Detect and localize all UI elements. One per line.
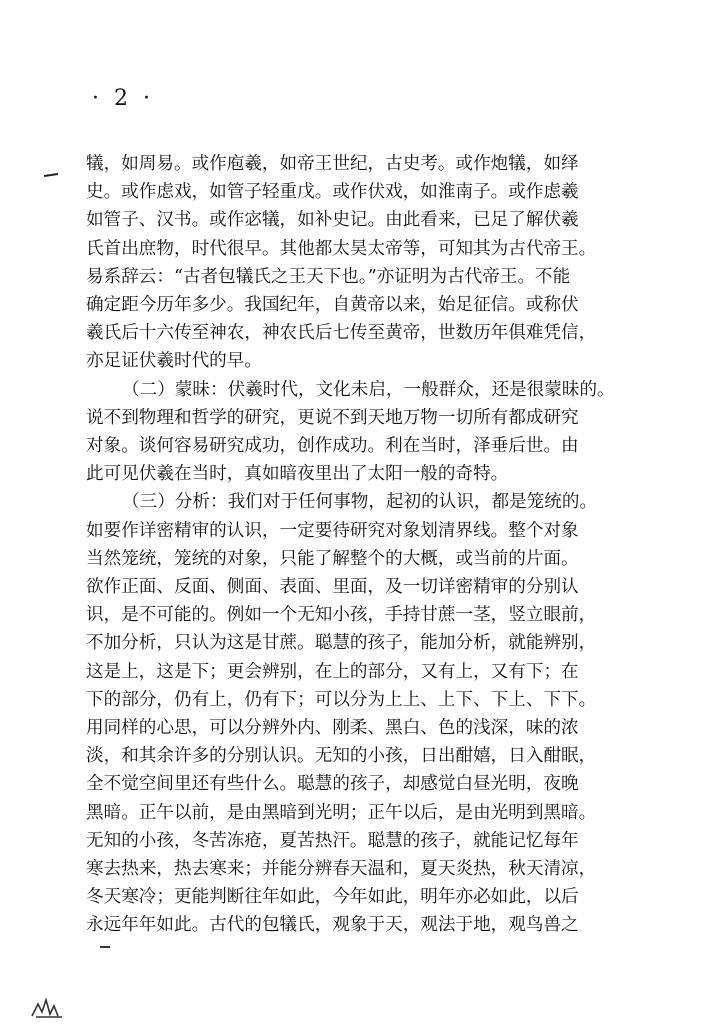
text-line: 氏首出庶物，时代很早。其他都太昊太帝等，可知其为古代帝王。 bbox=[86, 238, 597, 259]
text-line: 无知的小孩，冬苦冻疮，夏苦热汗。聪慧的孩子，就能记忆每年 bbox=[86, 830, 579, 851]
text-line: 确定距今历年多少。我国纪年，自黄帝以来，始足征信。或称伏 bbox=[86, 295, 579, 316]
text-line: （三）分析：我们对于任何事物，起初的认识，都是笼统的。 bbox=[122, 492, 598, 513]
text-line: 全不觉空间里还有些什么。聪慧的孩子，却感觉白昼光明，夜晚 bbox=[86, 774, 579, 795]
text-line: 易系辞云：“古者包犠氏之王天下也。”亦证明为古代帝王。不能 bbox=[86, 266, 571, 287]
margin-tick-mark bbox=[44, 173, 58, 177]
text-line: 当然笼统，笼统的对象，只能了解整个的大概，或当前的片面。 bbox=[86, 548, 579, 569]
text-line: 史。或作虑戏，如管子轻重戊。或作伏戏，如淮南子。或作虑羲 bbox=[86, 182, 579, 203]
text-line: 下的部分，仍有上，仍有下；可以分为上上、上下、下上、下下。 bbox=[86, 689, 597, 710]
text-line: 不加分析，只认为这是甘蔗。聪慧的孩子，能加分析，就能辨别， bbox=[86, 633, 597, 654]
text-line: 冬天寒冷；更能判断往年如此，今年如此，明年亦必如此，以后 bbox=[86, 887, 579, 908]
text-line: 永远年年如此。古代的包犠氏，观象于天，观法于地，观鸟兽之 bbox=[86, 915, 579, 936]
corner-scribble-mark bbox=[28, 990, 68, 1020]
text-line: 寒去热来，热去寒来；并能分辨春天温和，夏天炎热，秋天清凉， bbox=[86, 859, 597, 880]
text-line: 对象。谈何容易研究成功，创作成功。利在当时，泽垂后世。由 bbox=[86, 436, 579, 457]
text-line: 识，是不可能的。例如一个无知小孩，手持甘蔗一茎，竖立眼前， bbox=[86, 605, 597, 626]
text-line: 羲氏后十六传至神农，神农氏后七传至黄帝，世数历年俱难凭信， bbox=[86, 323, 597, 344]
text-line: 亦足证伏羲时代的早。 bbox=[86, 351, 262, 372]
text-line: 犠，如周易。或作庖羲，如帝王世纪，古史考。或作炮犠，如绎 bbox=[86, 154, 579, 174]
handwritten-text-body bbox=[86, 150, 666, 940]
page-number: · 2 · bbox=[92, 86, 154, 111]
margin-tick-mark bbox=[100, 946, 110, 948]
text-line: 说不到物理和哲学的研究，更说不到天地万物一切所有都成研究 bbox=[86, 407, 579, 428]
text-line: 黑暗。正午以前，是由黑暗到光明；正午以后，是由光明到黑暗。 bbox=[86, 802, 597, 823]
text-line: 淡，和其余许多的分别认识。无知的小孩，日出酣嬉，日入酣眠， bbox=[86, 746, 597, 767]
text-line: 这是上，这是下；更会辨别，在上的部分，又有上，又有下；在 bbox=[86, 661, 579, 682]
text-line: （二）蒙昧：伏羲时代，文化未启，一般群众，还是很蒙昧的。 bbox=[122, 379, 615, 400]
text-line: 如要作详密精审的认识，一定要待研究对象划清界线。整个对象 bbox=[86, 520, 579, 541]
text-line: 欲作正面、反面、侧面、表面、里面，及一切详密精审的分别认 bbox=[86, 577, 579, 598]
text-line: 如管子、汉书。或作宓犠，如补史记。由此看来，已足了解伏羲 bbox=[86, 210, 579, 231]
text-line: 此可见伏羲在当时，真如暗夜里出了太阳一般的奇特。 bbox=[86, 464, 509, 485]
text-line: 用同样的心思，可以分辨外内、刚柔、黑白、色的浅深，味的浓 bbox=[86, 718, 579, 739]
